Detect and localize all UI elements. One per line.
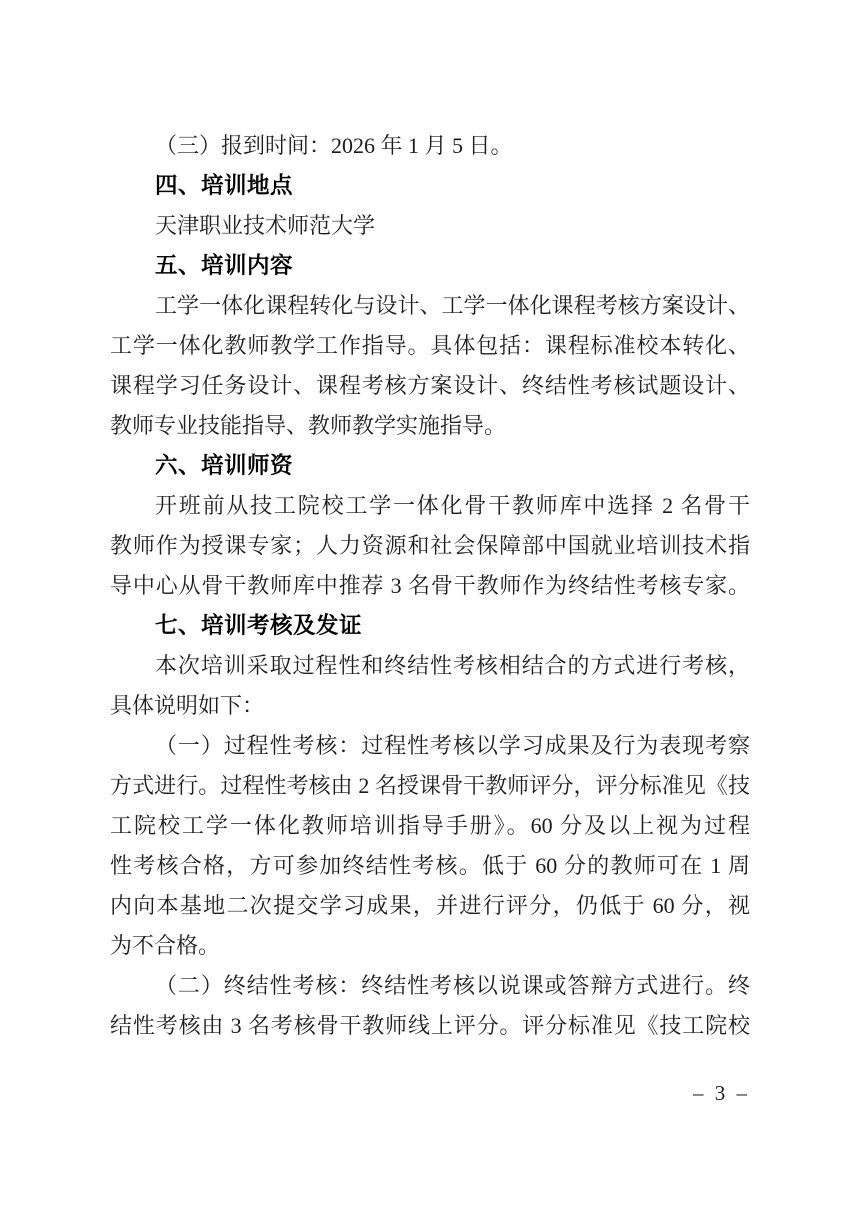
text-line: 课程学习任务设计、课程考核方案设计、终结性考核试题设计、	[110, 373, 750, 398]
text-line: 天津职业技术师范大学	[155, 213, 376, 238]
text-line: （一）过程性考核：过程性考核以学习成果及行为表现考察	[155, 733, 750, 758]
text-line: 工学一体化课程转化与设计、工学一体化课程考核方案设计、	[155, 293, 750, 318]
text-line: 性考核合格，方可参加终结性考核。低于 60 分的教师可在 1 周	[110, 853, 750, 878]
text-line: （三）报到时间：2026 年 1 月 5 日。	[155, 133, 513, 158]
section-heading: 七、培训考核及发证	[155, 613, 363, 638]
text-line: 结性考核由 3 名考核骨干教师线上评分。评分标准见《技工院校	[110, 1013, 750, 1038]
text-line: 具体说明如下：	[110, 693, 265, 718]
text-line: 导中心从骨干教师库中推荐 3 名骨干教师作为终结性考核专家。	[110, 573, 750, 598]
text-line: 本次培训采取过程性和终结性考核相结合的方式进行考核，	[155, 653, 750, 678]
paragraph	[110, 486, 750, 606]
text-line: 开班前从技工院校工学一体化骨干教师库中选择 2 名骨干	[155, 493, 750, 518]
text-line: 教师作为授课专家；人力资源和社会保障部中国就业培训技术指	[110, 533, 750, 558]
section-heading: 四、培训地点	[155, 173, 294, 198]
text-line: 工学一体化教师教学工作指导。具体包括：课程标准校本转化、	[110, 333, 750, 358]
text-line: （二）终结性考核：终结性考核以说课或答辩方式进行。终	[155, 973, 750, 998]
text-line: 内向本基地二次提交学习成果，并进行评分，仍低于 60 分，视	[110, 893, 750, 918]
paragraph	[110, 726, 750, 966]
section-heading: 六、培训师资	[155, 453, 294, 478]
page-footer	[693, 1073, 750, 1113]
page-number: – 3 –	[693, 1081, 750, 1105]
text-line: 为不合格。	[110, 933, 221, 958]
section-heading: 五、培训内容	[155, 253, 294, 278]
paragraph	[110, 126, 750, 166]
text-line: 教师专业技能指导、教师教学实施指导。	[110, 413, 507, 438]
text-line: 工院校工学一体化教师培训指导手册》。60 分及以上视为过程	[110, 813, 750, 838]
paragraph	[110, 966, 750, 1046]
document-body	[110, 126, 750, 1046]
text-line: 方式进行。过程性考核由 2 名授课骨干教师评分，评分标准见《技	[110, 773, 750, 798]
paragraph	[110, 286, 750, 446]
paragraph	[110, 206, 750, 246]
paragraph	[110, 646, 750, 726]
